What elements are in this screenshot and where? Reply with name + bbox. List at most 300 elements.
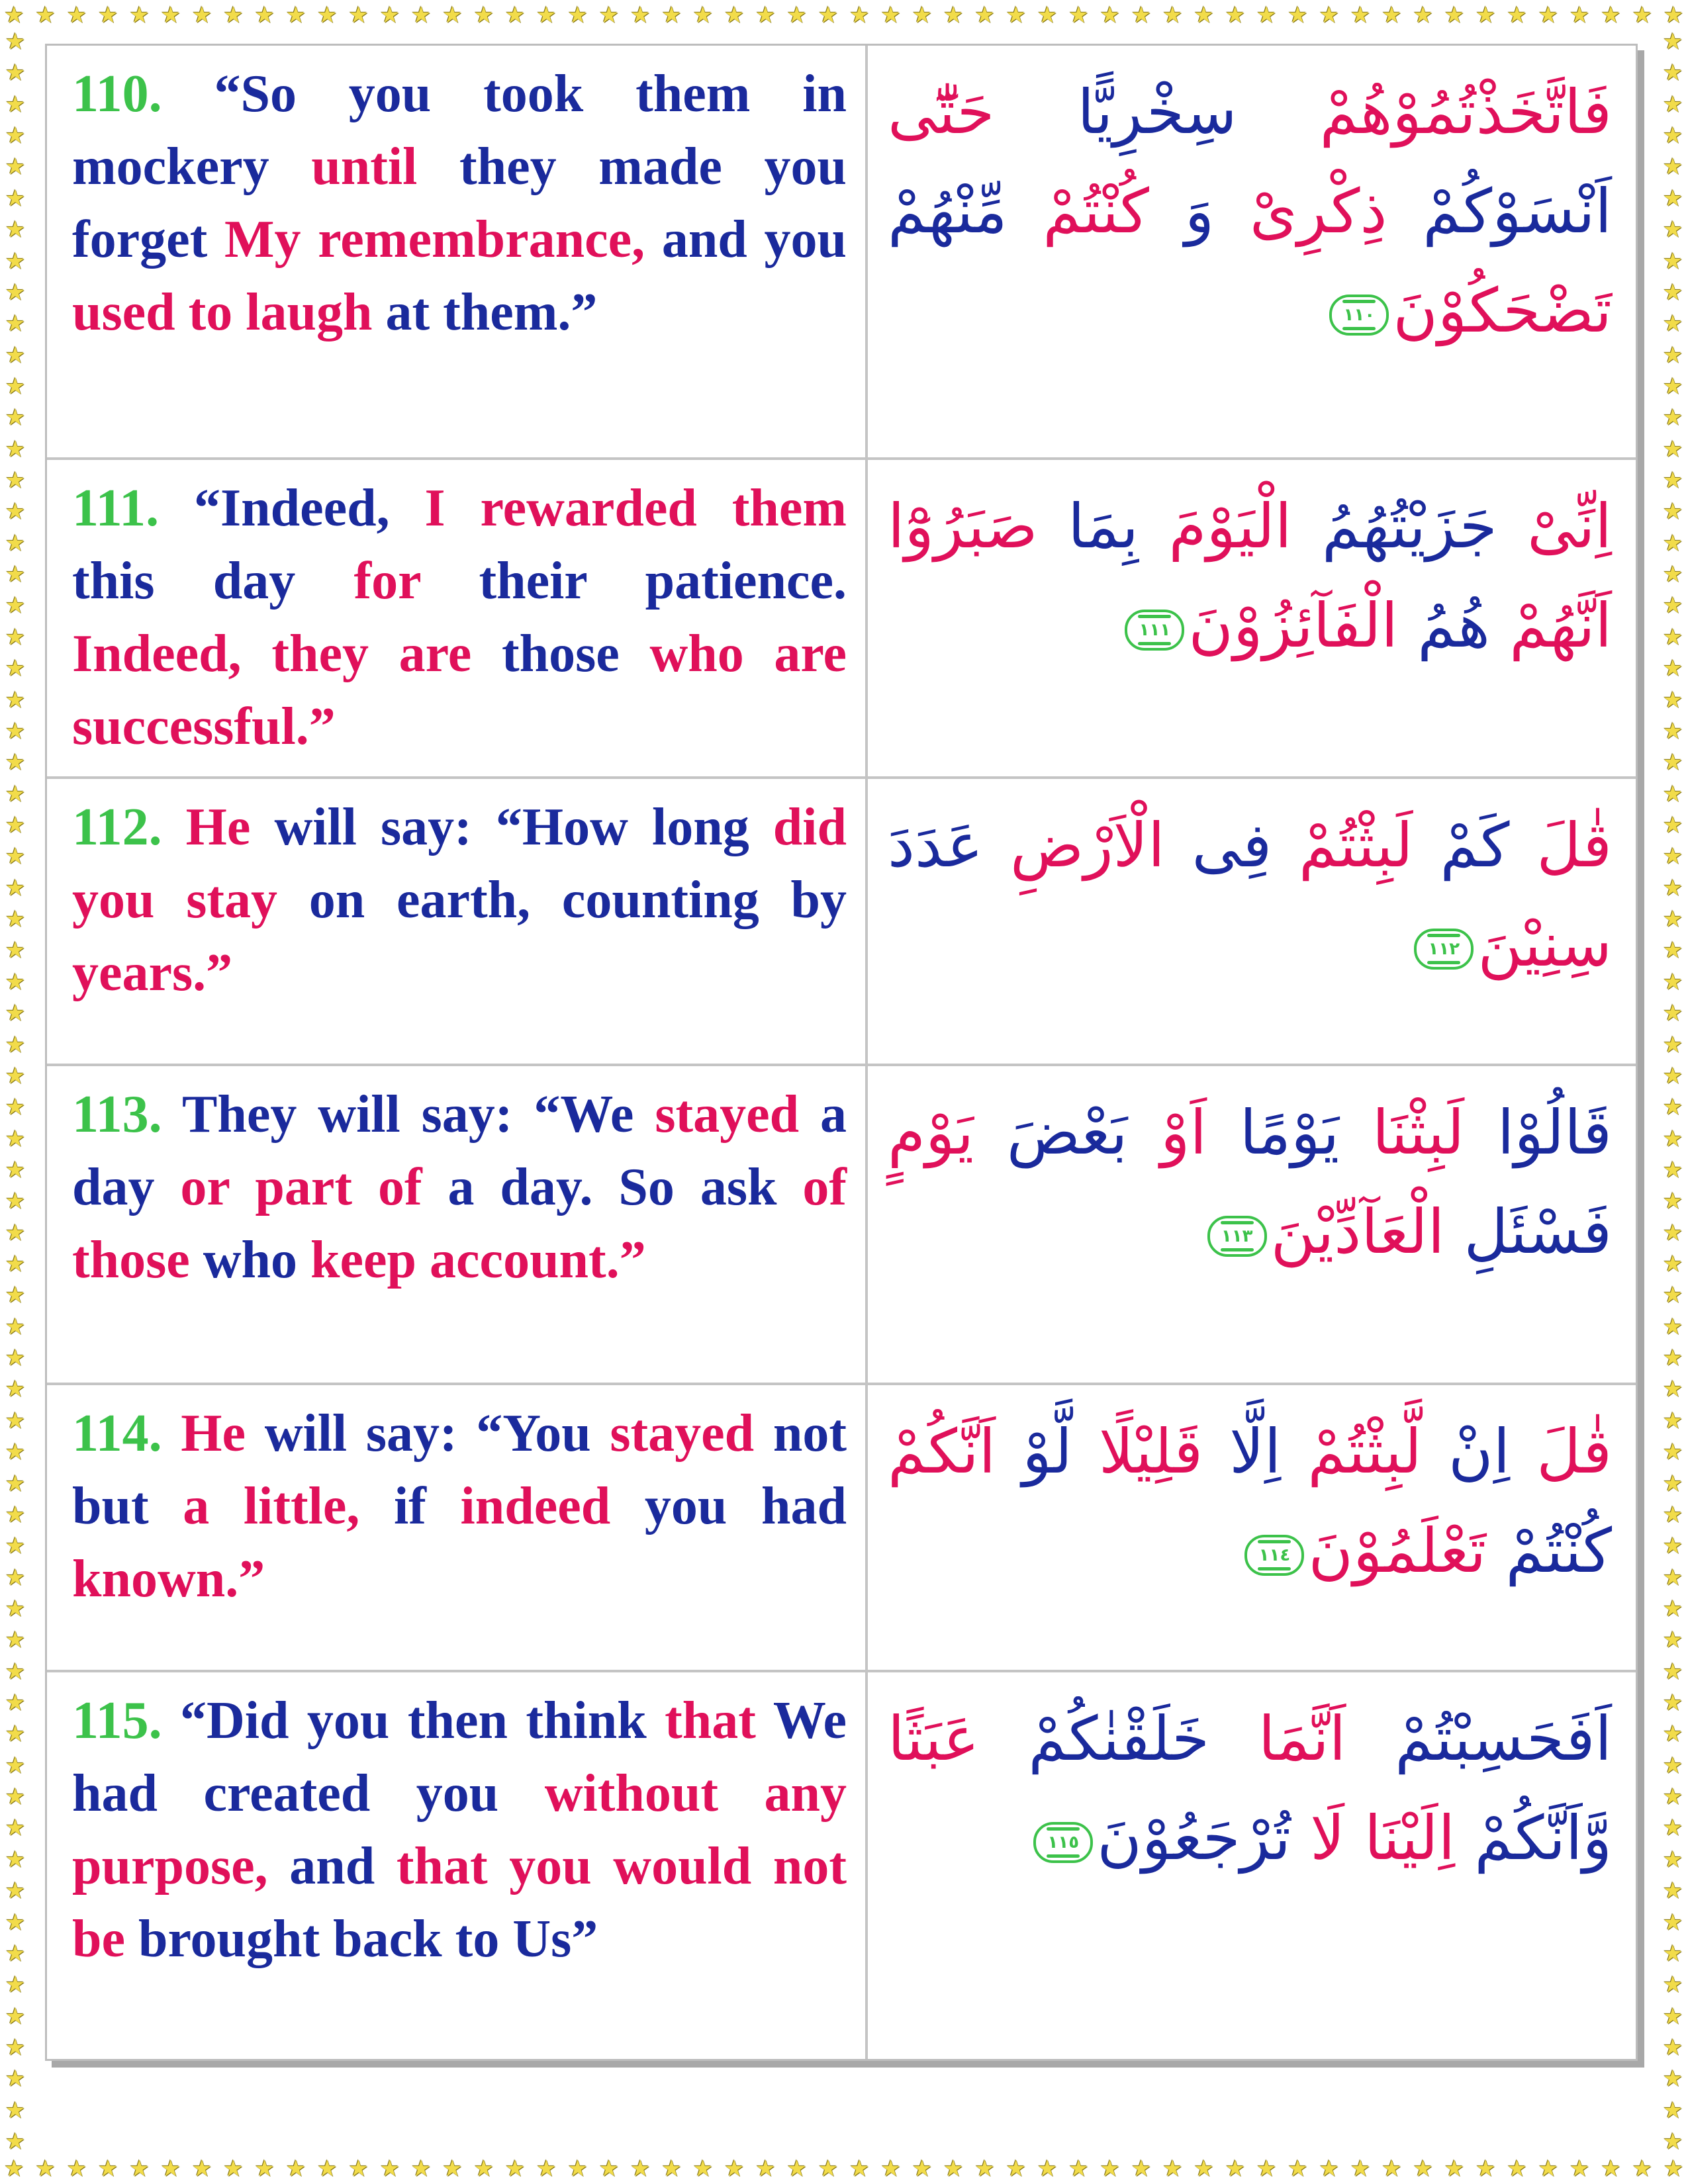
verse-number: 114. (72, 1404, 162, 1463)
translation-segment: they made you forget (72, 138, 847, 269)
star-icon: ★ (5, 60, 26, 87)
star-icon: ★ (1663, 2, 1684, 28)
star-icon: ★ (1256, 2, 1277, 28)
translation-segment: without any purpose, (72, 1764, 847, 1895)
star-icon: ★ (5, 122, 26, 150)
ayah-marker-number: ١١٥ (1047, 1832, 1080, 1852)
translation-segment: and (289, 1837, 397, 1895)
star-icon: ★ (5, 1658, 26, 1685)
star-icon: ★ (1131, 2156, 1152, 2182)
star-icon: ★ (818, 2, 839, 28)
star-icon: ★ (5, 467, 26, 494)
star-icon: ★ (1662, 1313, 1683, 1340)
star-icon: ★ (5, 1439, 26, 1466)
star-icon: ★ (5, 1846, 26, 1873)
star-icon: ★ (1662, 1219, 1683, 1246)
verse-number: 110. (72, 65, 162, 123)
star-icon: ★ (1194, 2156, 1214, 2182)
arabic-word: لَا (1291, 1803, 1345, 1874)
star-icon: ★ (1662, 216, 1683, 244)
arabic-word: اَنَّهُمْ (1489, 590, 1612, 661)
star-icon: ★ (5, 1000, 26, 1027)
translation-segment: brought back to Us” (138, 1910, 598, 1968)
star-icon: ★ (1662, 1345, 1683, 1372)
translation-segment: Indeed, they are (72, 625, 502, 683)
star-icon: ★ (5, 1595, 26, 1622)
star-icon: ★ (5, 811, 26, 839)
star-icon: ★ (160, 2, 181, 28)
star-icon: ★ (5, 341, 26, 369)
star-icon: ★ (5, 279, 26, 306)
arabic-word: سِنِيْنَ (1477, 909, 1612, 980)
star-icon: ★ (1662, 1000, 1683, 1027)
arabic-word: اَنْسَوْكُمْ (1387, 176, 1612, 247)
star-icon: ★ (1068, 2156, 1089, 2182)
star-icon: ★ (1507, 2, 1527, 28)
arabic-word: فِى (1164, 810, 1272, 881)
star-icon: ★ (974, 2, 995, 28)
star-icon: ★ (1225, 2, 1246, 28)
star-icon: ★ (348, 2156, 369, 2182)
star-icon: ★ (1662, 154, 1683, 181)
star-icon: ★ (1319, 2, 1339, 28)
star-icon: ★ (5, 1313, 26, 1340)
star-icon: ★ (5, 1627, 26, 1654)
translation-segment: known.” (72, 1550, 265, 1608)
ayah-end-marker-icon (1244, 1535, 1304, 1576)
arabic-word: اِنْ (1421, 1416, 1511, 1487)
star-icon: ★ (1444, 2, 1465, 28)
star-icon: ★ (1601, 2, 1621, 28)
verse-row (47, 1066, 1636, 1385)
star-icon: ★ (5, 2066, 26, 2093)
star-icon: ★ (1662, 529, 1683, 557)
arabic-verse (868, 46, 1636, 457)
star-icon: ★ (1131, 2, 1152, 28)
translation-segment: this day (72, 552, 354, 610)
star-icon: ★ (160, 2156, 181, 2182)
arabic-verse (868, 1672, 1636, 2059)
star-icon: ★ (66, 2, 87, 28)
star-icon: ★ (1538, 2156, 1559, 2182)
star-icon: ★ (1662, 874, 1683, 901)
star-icon: ★ (254, 2, 275, 28)
star-icon: ★ (724, 2, 745, 28)
ayah-end-marker-icon (1414, 929, 1474, 970)
star-icon: ★ (1162, 2156, 1183, 2182)
english-translation (47, 1066, 868, 1383)
star-icon: ★ (1256, 2156, 1277, 2182)
star-icon: ★ (1632, 2156, 1652, 2182)
star-icon: ★ (1662, 1094, 1683, 1121)
star-icon: ★ (786, 2156, 807, 2182)
star-icon: ★ (5, 843, 26, 870)
star-icon: ★ (5, 686, 26, 713)
translation-segment: “Indeed, (159, 479, 425, 537)
star-icon: ★ (5, 1156, 26, 1183)
star-icon: ★ (5, 1282, 26, 1309)
translation-segment: who (203, 1231, 311, 1289)
arabic-word: كُنْتُمْ (1007, 176, 1149, 247)
star-icon: ★ (379, 2, 400, 28)
star-icon: ★ (1662, 686, 1683, 713)
star-icon: ★ (35, 2156, 56, 2182)
ayah-marker-number: ١١٣ (1221, 1226, 1253, 1246)
star-icon: ★ (5, 561, 26, 588)
arabic-word: عَبَثًا (888, 1704, 980, 1774)
top-star-border (0, 0, 1688, 30)
translation-segment: on earth, counting by (308, 871, 847, 929)
arabic-word: مِّنْهُمْ (888, 176, 1008, 247)
translation-segment: who are successful.” (72, 625, 847, 756)
star-icon: ★ (1662, 749, 1683, 776)
translation-segment: at them.” (385, 283, 598, 341)
star-icon: ★ (5, 1188, 26, 1215)
star-icon: ★ (5, 185, 26, 212)
ayah-end-marker-icon (1207, 1216, 1267, 1257)
star-icon: ★ (1662, 1972, 1683, 1999)
star-icon: ★ (1662, 2066, 1683, 2093)
arabic-word: صَبَرُوْٓا (888, 491, 1038, 562)
star-icon: ★ (1350, 2156, 1371, 2182)
star-icon: ★ (1662, 843, 1683, 870)
star-icon: ★ (316, 2, 338, 28)
star-icon: ★ (912, 2, 933, 28)
verse-row (47, 46, 1636, 460)
star-icon: ★ (755, 2, 776, 28)
star-icon: ★ (1037, 2156, 1058, 2182)
arabic-word: هُمُ (1397, 590, 1490, 661)
translation-segment: will say: (274, 798, 496, 856)
star-icon: ★ (1662, 1878, 1683, 1905)
star-icon: ★ (35, 2, 56, 28)
star-icon: ★ (5, 2097, 26, 2124)
star-icon: ★ (1662, 1784, 1683, 1811)
star-icon: ★ (1350, 2, 1371, 28)
star-icon: ★ (285, 2156, 306, 2182)
star-icon: ★ (1662, 1533, 1683, 1560)
star-icon: ★ (5, 1721, 26, 1748)
english-translation (47, 779, 868, 1064)
star-icon: ★ (1662, 498, 1683, 525)
translation-segment: that (665, 1692, 773, 1750)
verse-row (47, 1385, 1636, 1672)
star-icon: ★ (1662, 1909, 1683, 1936)
star-icon: ★ (1662, 937, 1683, 964)
star-icon: ★ (5, 216, 26, 244)
star-icon: ★ (1413, 2156, 1433, 2182)
star-icon: ★ (1662, 185, 1683, 212)
star-icon: ★ (1662, 968, 1683, 995)
star-icon: ★ (1663, 2156, 1684, 2182)
star-icon: ★ (1662, 248, 1683, 275)
translation-segment: did you stay (72, 798, 847, 929)
translation-segment: that you would not be (72, 1837, 847, 1968)
star-icon: ★ (1475, 2156, 1496, 2182)
star-icon: ★ (5, 1219, 26, 1246)
star-icon: ★ (1662, 279, 1683, 306)
star-icon: ★ (4, 2156, 24, 2182)
star-icon: ★ (5, 1031, 26, 1058)
star-icon: ★ (5, 1533, 26, 1560)
star-icon: ★ (1662, 1658, 1683, 1685)
star-icon: ★ (880, 2, 901, 28)
translation-segment: “How long (495, 798, 773, 856)
arabic-word: اَنَّكُمْ (888, 1416, 996, 1487)
star-icon: ★ (1068, 2, 1089, 28)
translation-segment: They will say: “We (162, 1085, 655, 1144)
arabic-word: خَلَقْنٰكُمْ (979, 1704, 1210, 1774)
english-translation (47, 1385, 868, 1670)
star-icon: ★ (4, 2, 24, 28)
star-icon: ★ (1662, 373, 1683, 400)
arabic-word: وَ (1149, 176, 1215, 247)
star-icon: ★ (536, 2, 557, 28)
translation-segment: and you (661, 210, 847, 269)
arabic-word: بَعْضَ (974, 1097, 1128, 1168)
translation-segment: I rewarded them (424, 479, 847, 537)
arabic-word: قٰلَ (1509, 810, 1612, 881)
star-icon: ★ (1662, 1156, 1683, 1183)
star-icon: ★ (1225, 2156, 1246, 2182)
star-icon: ★ (849, 2156, 870, 2182)
star-icon: ★ (5, 373, 26, 400)
star-icon: ★ (66, 2156, 87, 2182)
translation-segment: My remembrance, (224, 210, 662, 269)
star-icon: ★ (1194, 2, 1214, 28)
arabic-word: لَبِثْنَا (1339, 1097, 1465, 1168)
left-star-border (0, 30, 30, 2154)
star-icon: ★ (1382, 2, 1402, 28)
arabic-word: فَسْئَلِ (1444, 1197, 1612, 1267)
star-icon: ★ (5, 1972, 26, 1999)
star-icon: ★ (1319, 2156, 1339, 2182)
star-icon: ★ (1662, 2128, 1683, 2154)
star-icon: ★ (1100, 2, 1120, 28)
star-icon: ★ (1662, 811, 1683, 839)
star-icon: ★ (5, 655, 26, 682)
star-icon: ★ (1662, 1752, 1683, 1779)
translation-segment: used to laugh (72, 283, 386, 341)
arabic-word: ذِكْرِىْ (1214, 176, 1387, 247)
translation-segment: or part of (180, 1158, 448, 1216)
arabic-word: الْاَرْضِ (983, 810, 1165, 881)
star-icon: ★ (661, 2, 682, 28)
arabic-word: بِمَا (1037, 491, 1139, 562)
star-icon: ★ (5, 780, 26, 807)
ayah-end-marker-icon (1033, 1822, 1093, 1863)
star-icon: ★ (630, 2, 651, 28)
star-icon: ★ (1662, 2003, 1683, 2030)
star-icon: ★ (1662, 1815, 1683, 1842)
star-icon: ★ (5, 937, 26, 964)
star-icon: ★ (410, 2, 432, 28)
star-icon: ★ (1662, 717, 1683, 745)
star-icon: ★ (786, 2, 807, 28)
star-icon: ★ (97, 2, 118, 28)
star-icon: ★ (1037, 2, 1058, 28)
arabic-word: لَّبِثْتُمْ (1281, 1416, 1422, 1487)
star-icon: ★ (1662, 623, 1683, 651)
english-translation (47, 46, 868, 457)
verse-number: 112. (72, 798, 162, 856)
star-icon: ★ (5, 248, 26, 275)
star-icon: ★ (1662, 1439, 1683, 1466)
verse-table (45, 44, 1638, 2061)
translation-segment: a day (72, 1085, 847, 1216)
star-icon: ★ (598, 2, 620, 28)
star-icon: ★ (316, 2156, 338, 2182)
star-icon: ★ (598, 2156, 620, 2182)
star-icon: ★ (1662, 1282, 1683, 1309)
star-icon: ★ (1006, 2, 1026, 28)
star-icon: ★ (1662, 467, 1683, 494)
star-icon: ★ (379, 2156, 400, 2182)
star-icon: ★ (1662, 2097, 1683, 2124)
star-icon: ★ (1662, 1501, 1683, 1528)
star-icon: ★ (1662, 1470, 1683, 1497)
star-icon: ★ (254, 2156, 275, 2182)
star-icon: ★ (1662, 780, 1683, 807)
arabic-word: تَعْلَمُوْنَ (1308, 1516, 1487, 1586)
star-icon: ★ (5, 1501, 26, 1528)
star-icon: ★ (1288, 2156, 1308, 2182)
star-icon: ★ (1662, 122, 1683, 150)
verse-row (47, 460, 1636, 779)
star-icon: ★ (191, 2156, 212, 2182)
star-icon: ★ (1662, 1846, 1683, 1873)
star-icon: ★ (1662, 60, 1683, 87)
star-icon: ★ (348, 2, 369, 28)
star-icon: ★ (410, 2156, 432, 2182)
star-icon: ★ (5, 1815, 26, 1842)
arabic-word: قَلِيْلًا (1072, 1416, 1203, 1487)
star-icon: ★ (5, 30, 26, 55)
star-icon: ★ (1662, 1376, 1683, 1403)
star-icon: ★ (661, 2156, 682, 2182)
verse-row (47, 1672, 1636, 2059)
star-icon: ★ (1413, 2, 1433, 28)
star-icon: ★ (5, 154, 26, 181)
arabic-verse (868, 779, 1636, 1064)
ayah-marker-number: ١١١ (1139, 619, 1171, 640)
translation-segment: He (162, 798, 275, 856)
star-icon: ★ (5, 874, 26, 901)
arabic-word: الْفَآئِزُوْنَ (1188, 590, 1398, 661)
star-icon: ★ (1444, 2156, 1465, 2182)
star-icon: ★ (1662, 310, 1683, 338)
star-icon: ★ (943, 2, 964, 28)
translation-segment: their patience. (479, 552, 847, 610)
star-icon: ★ (129, 2156, 150, 2182)
star-icon: ★ (880, 2156, 901, 2182)
star-icon: ★ (943, 2156, 964, 2182)
star-icon: ★ (5, 1125, 26, 1152)
ayah-end-marker-icon (1329, 295, 1389, 336)
arabic-word: اِلَيْنَا (1344, 1803, 1456, 1874)
star-icon: ★ (1569, 2, 1590, 28)
arabic-word: يَوْمًا (1207, 1097, 1340, 1168)
star-icon: ★ (1662, 404, 1683, 432)
arabic-word: يَوْمٍ (888, 1097, 974, 1168)
translation-segment: He (162, 1404, 265, 1463)
arabic-word: سِخْرِيًّا (994, 77, 1237, 148)
arabic-word: اَوْ (1127, 1097, 1207, 1168)
arabic-word: حَتّٰٓى (888, 77, 995, 148)
star-icon: ★ (5, 1470, 26, 1497)
star-icon: ★ (442, 2, 463, 28)
star-icon: ★ (5, 1345, 26, 1372)
translation-segment: for (353, 552, 479, 610)
star-icon: ★ (1662, 1595, 1683, 1622)
arabic-word: لَّوْ (996, 1416, 1072, 1487)
star-icon: ★ (1538, 2, 1559, 28)
star-icon: ★ (129, 2, 150, 28)
star-icon: ★ (1662, 91, 1683, 118)
star-icon: ★ (1100, 2156, 1120, 2182)
star-icon: ★ (536, 2156, 557, 2182)
star-icon: ★ (5, 498, 26, 525)
arabic-word: لَبِثْتُمْ (1272, 810, 1413, 881)
arabic-word: وَّاَنَّكُمْ (1455, 1803, 1612, 1874)
star-icon: ★ (1662, 1407, 1683, 1434)
star-icon: ★ (5, 592, 26, 619)
star-icon: ★ (1632, 2, 1652, 28)
star-icon: ★ (473, 2, 494, 28)
star-icon: ★ (1662, 1564, 1683, 1591)
translation-segment: those (501, 625, 650, 683)
star-icon: ★ (1382, 2156, 1402, 2182)
translation-segment: indeed (460, 1477, 645, 1535)
verse-number: 113. (72, 1085, 162, 1144)
star-icon: ★ (285, 2, 306, 28)
translation-segment: “So you took them in mockery (72, 65, 847, 196)
star-icon: ★ (5, 1878, 26, 1905)
star-icon: ★ (974, 2156, 995, 2182)
english-translation (47, 460, 868, 776)
arabic-word: اَنَّمَا (1209, 1704, 1346, 1774)
arabic-word: تُرْجَعُوْنَ (1097, 1803, 1291, 1874)
star-icon: ★ (5, 1564, 26, 1591)
star-icon: ★ (692, 2, 714, 28)
star-icon: ★ (1507, 2156, 1527, 2182)
star-icon: ★ (1569, 2156, 1590, 2182)
bottom-star-border (0, 2154, 1688, 2184)
star-icon: ★ (504, 2, 526, 28)
star-icon: ★ (5, 2003, 26, 2030)
star-icon: ★ (5, 1251, 26, 1278)
translation-segment: We had created you (72, 1692, 847, 1823)
arabic-word: اِلَّا (1203, 1416, 1282, 1487)
star-icon: ★ (1662, 1188, 1683, 1215)
star-icon: ★ (630, 2156, 651, 2182)
star-icon: ★ (191, 2, 212, 28)
star-icon: ★ (5, 435, 26, 463)
star-icon: ★ (5, 1690, 26, 1717)
arabic-word: اَفَحَسِبْتُمْ (1346, 1704, 1612, 1774)
arabic-verse (868, 1385, 1636, 1670)
ayah-marker-number: ١١٠ (1343, 304, 1376, 325)
arabic-word: قٰلَ (1510, 1416, 1612, 1487)
star-icon: ★ (912, 2156, 933, 2182)
arabic-word: اِنِّىْ (1497, 491, 1612, 562)
arabic-word: تَضْحَكُوْنَ (1393, 275, 1612, 346)
star-icon: ★ (1662, 341, 1683, 369)
translation-segment: of those (72, 1158, 847, 1289)
star-icon: ★ (1662, 1940, 1683, 1967)
star-icon: ★ (5, 968, 26, 995)
star-icon: ★ (1662, 1721, 1683, 1748)
